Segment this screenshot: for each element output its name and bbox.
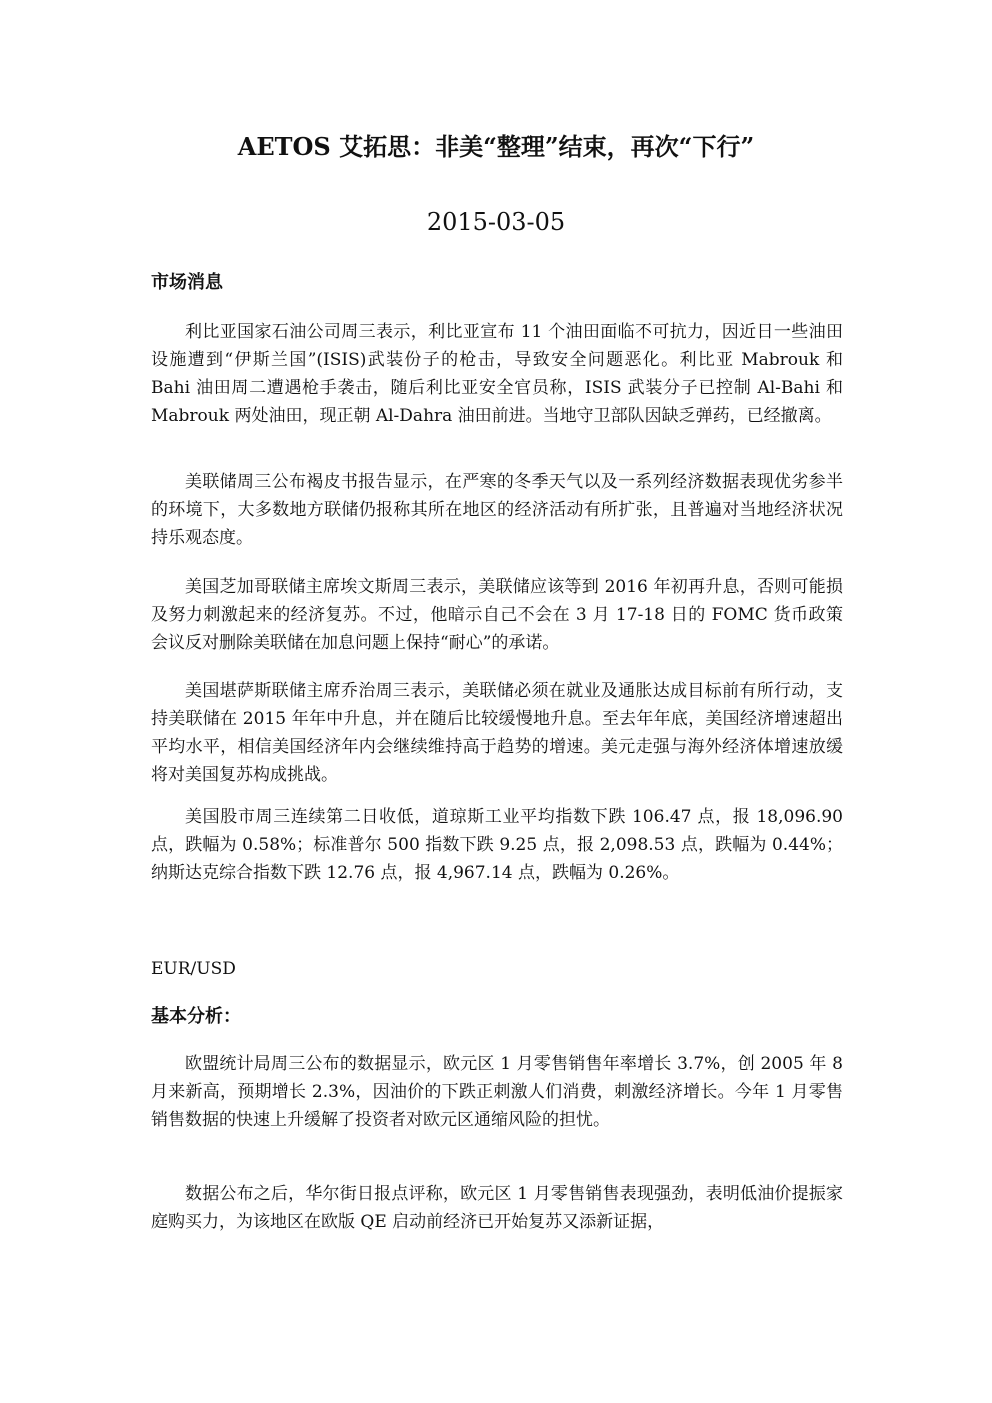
paragraph-libya-oil: 利比亚国家石油公司周三表示，利比亚宣布 11 个油田面临不可抗力，因近日一些油田设施遭到“伊斯兰国”(ISIS)武装份子的枪击，导致安全问题恶化。利比亚 Mabrouk 和 Bahi 油田周二遭遇枪手袭击，随后利比亚安全官员称，ISIS 武装分子已控制 Al-Bahi 和 Mabrouk 两处油田，现正朝 Al-Dahra 油田前进。当地守卫部队因缺乏弹药，已经撤离。	[151, 322, 843, 426]
paragraph-eurozone-retail-sales: 欧盟统计局周三公布的数据显示，欧元区 1 月零售销售年率增长 3.7%，创 2005 年 8 月来新高，预期增长 2.3%，因油价的下跌正刺激人们消费，刺激经济增长。今年 1 月零售销售数据的快速上升缓解了投资者对欧元区通缩风险的担忧。	[151, 1054, 843, 1130]
section-heading-market-news: 市场消息	[151, 272, 223, 293]
paragraph-wsj-comment: 数据公布之后，华尔街日报点评称，欧元区 1 月零售销售表现强劲，表明低油价提振家庭购买力，为该地区在欧版 QE 启动前经济已开始复苏又添新证据，	[151, 1184, 843, 1232]
paragraph-beige-book: 美联储周三公布褐皮书报告显示，在严寒的冬季天气以及一系列经济数据表现优劣参半的环境下，大多数地方联储仍报称其所在地区的经济活动有所扩张，且普遍对当地经济状况持乐观态度。	[151, 472, 843, 548]
currency-pair-label: EUR/USD	[151, 959, 236, 979]
paragraph-us-stocks: 美国股市周三连续第二日收低，道琼斯工业平均指数下跌 106.47 点，报 18,096.90 点，跌幅为 0.58%；标准普尔 500 指数下跌 9.25 点，报 2,098.53 点，跌幅为 0.44%；纳斯达克综合指数下跌 12.76 点，报 4,967.14 点，跌幅为 0.26%。	[151, 807, 843, 883]
paragraph-evans-remarks: 美国芝加哥联储主席埃文斯周三表示，美联储应该等到 2016 年初再升息，否则可能损及努力刺激起来的经济复苏。不过，他暗示自己不会在 3 月 17-18 日的 FOMC 货币政策会议反对删除美联储在加息问题上保持“耐心”的承诺。	[151, 577, 843, 653]
section-heading-fundamental-analysis: 基本分析：	[151, 1006, 241, 1027]
document-date: 2015-03-05	[426, 208, 566, 236]
paragraph-george-remarks: 美国堪萨斯联储主席乔治周三表示，美联储必须在就业及通胀达成目标前有所行动，支持美联储在 2015 年年中升息，并在随后比较缓慢地升息。至去年年底，美国经济增速超出平均水平，相信美国经济年内会继续维持高于趋势的增速。美元走强与海外经济体增速放缓将对美国复苏构成挑战。	[151, 681, 843, 785]
document-title: AETOS 艾拓思：非美“整理”结束，再次“下行”	[237, 132, 755, 161]
